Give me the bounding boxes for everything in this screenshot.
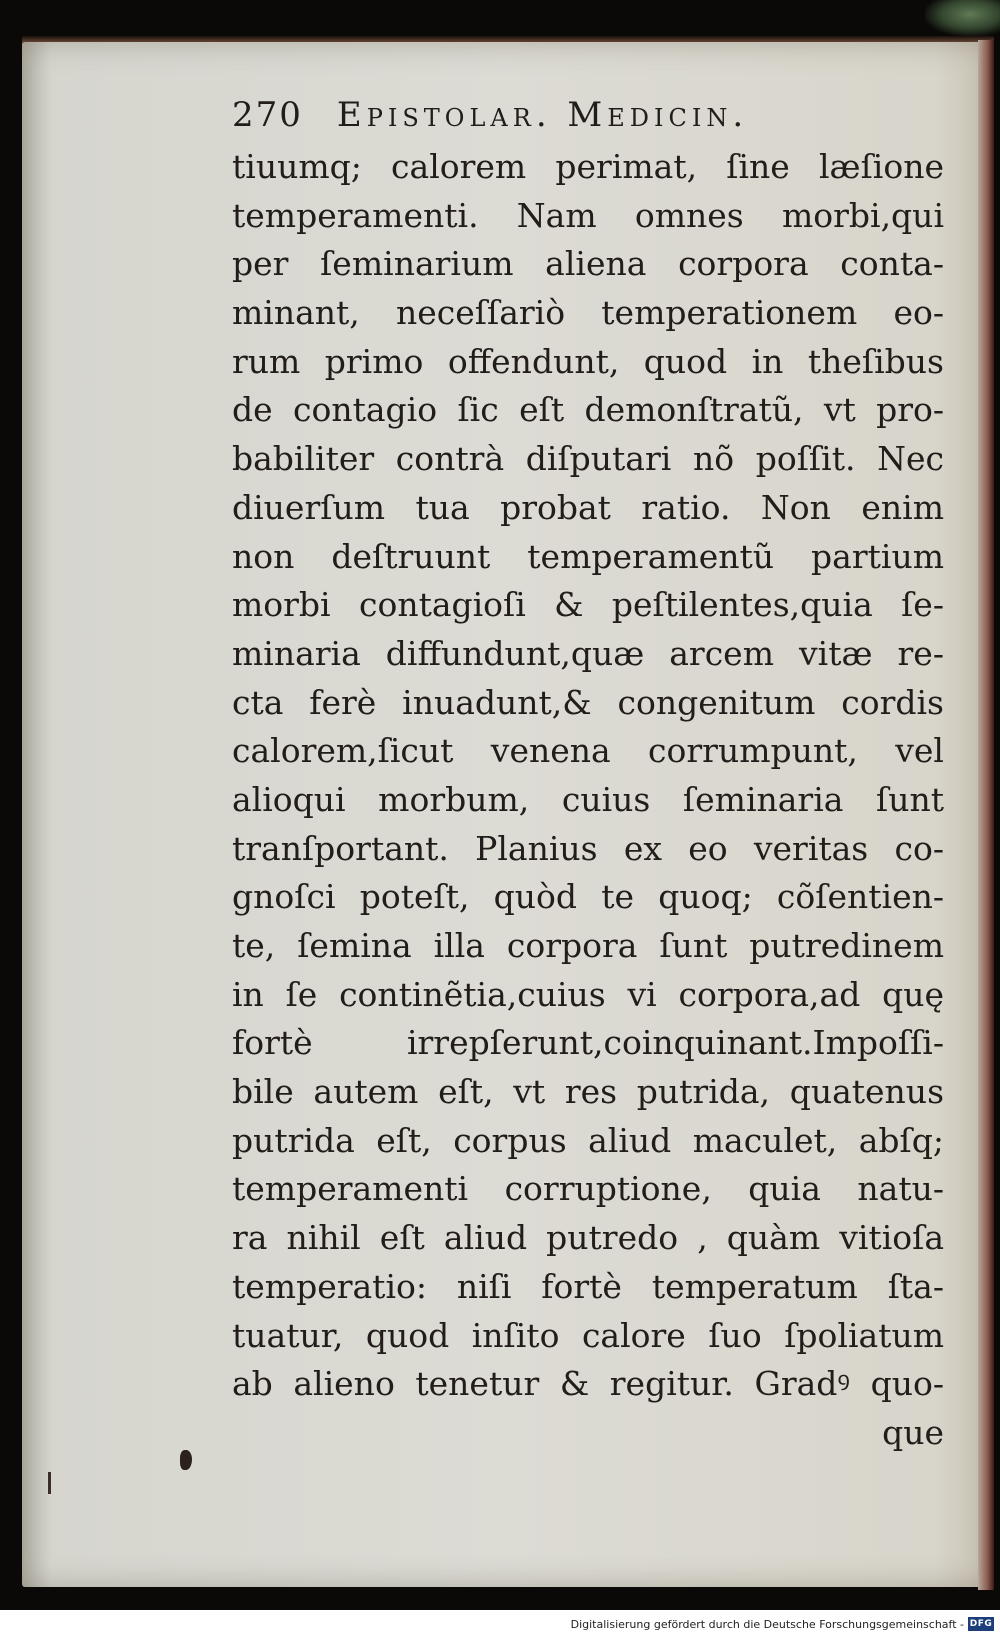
text-line: temperamenti. Nam omnes morbi,qui bbox=[232, 195, 944, 235]
text-line: putrida eſt, corpus aliud maculet, abſq; bbox=[232, 1120, 944, 1160]
text-line: temperamenti corruptione, quia natu- bbox=[232, 1169, 944, 1209]
page-right-edge bbox=[978, 40, 994, 1590]
text-line: calorem,ſicut venena corrumpunt, vel bbox=[232, 731, 944, 771]
text-line: per ſeminarium aliena corpora conta- bbox=[232, 244, 944, 284]
body-text bbox=[232, 143, 944, 1409]
text-line: babiliter contrà diſputari nõ poſſit. Nec bbox=[232, 439, 944, 479]
text-line: tranſportant. Planius ex eo veritas co- bbox=[232, 828, 944, 868]
text-line: ab alieno tenetur & regitur. Gradꝰ quo- bbox=[232, 1364, 944, 1404]
text-line: te, ſemina illa corpora ſunt putredinem bbox=[232, 926, 944, 965]
text-line: cta ferè inuadunt,& congenitum cordis bbox=[232, 682, 944, 722]
page-text-block bbox=[232, 95, 944, 1457]
text-line: minaria diffundunt,quæ arcem vitæ re- bbox=[232, 633, 944, 673]
text-line: gnoſci poteſt, quòd te quoq; cõſentien- bbox=[232, 877, 944, 917]
catchword: que bbox=[882, 1412, 944, 1452]
text-line: diuerſum tua probat ratio. Non enim bbox=[232, 487, 944, 527]
page-number: 270 bbox=[232, 95, 303, 135]
text-line: tuatur, quod inſito calore ſuo ſpoliatum bbox=[232, 1315, 944, 1355]
text-line: temperatio: niſi fortè temperatum ſta- bbox=[232, 1266, 944, 1306]
text-line: ra nihil eſt aliud putredo , quàm vitioſa bbox=[232, 1218, 944, 1258]
dfg-logo: DFG bbox=[969, 1619, 993, 1629]
margin-tick-mark bbox=[48, 1472, 51, 1494]
text-line: tiuumq; calorem perimat, ſine læſione bbox=[232, 147, 944, 186]
footer-credit: Digitalisierung gefördert durch die Deutsche Forschungsgemeinschaft - bbox=[570, 1618, 964, 1631]
text-line: morbi contagioſi & peſtilentes,quia ſe- bbox=[232, 585, 944, 625]
text-line: fortè irrepſerunt,coinquinant.Impoſſi- bbox=[232, 1023, 944, 1063]
green-fiber-decoration bbox=[925, 0, 1000, 36]
text-line: minant, neceſſariò temperationem eo- bbox=[232, 293, 944, 333]
text-line: alioqui morbum, cuius ſeminaria ſunt bbox=[232, 779, 944, 819]
running-title: Epistolar. Medicin. bbox=[336, 95, 749, 135]
text-line: bile autem eſt, vt res putrida, quatenus bbox=[232, 1072, 944, 1112]
text-line: rum primo offendunt, quod in theſibus bbox=[232, 341, 944, 381]
running-header bbox=[232, 95, 944, 143]
text-line: non deſtruunt temperamentũ partium bbox=[232, 536, 944, 576]
text-line: de contagio ſic eſt demonſtratũ, vt pro- bbox=[232, 390, 944, 430]
text-line: in ſe continẽtia,cuius vi corpora,ad quę bbox=[232, 974, 944, 1014]
